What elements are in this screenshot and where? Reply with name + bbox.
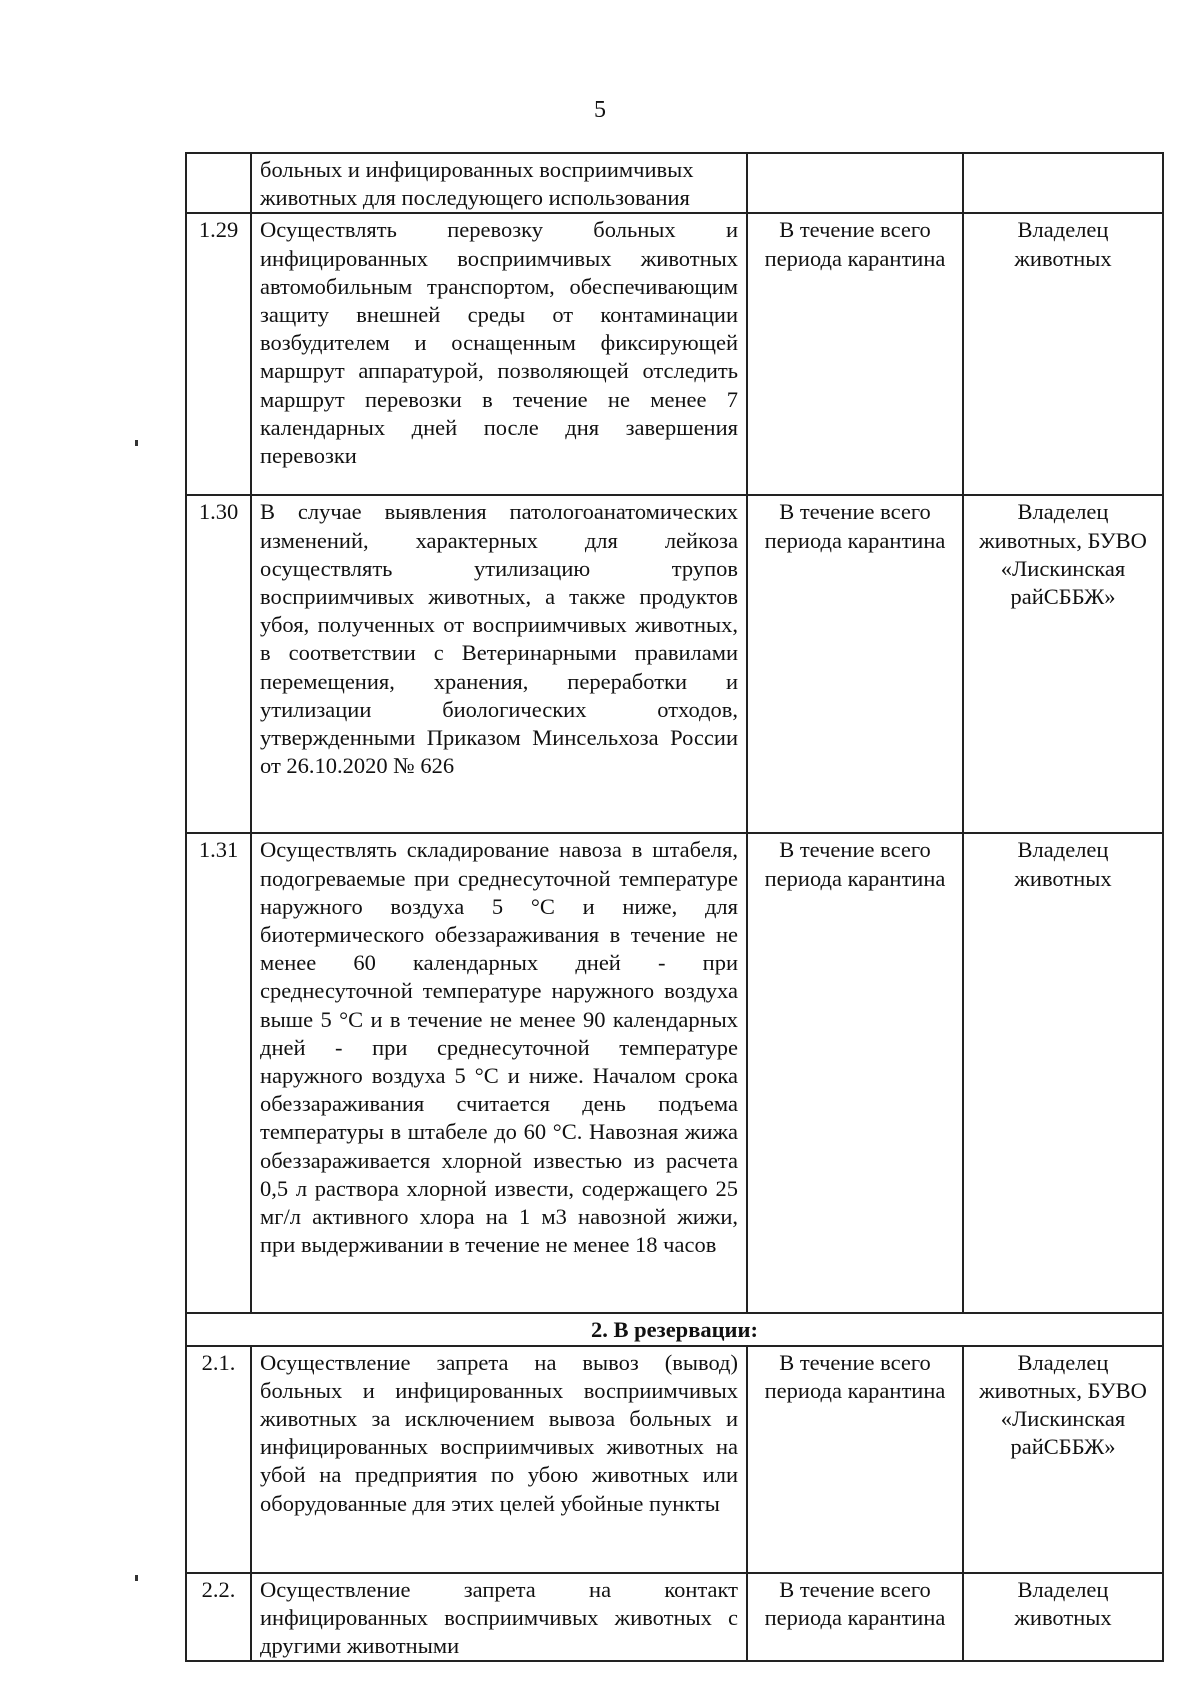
row-number: [186, 153, 251, 213]
row-responsible: Владелец животных: [963, 833, 1163, 1313]
row-number: 2.1.: [186, 1346, 251, 1573]
row-responsible: Владелец животных, БУВО «Лискинская райСББЖ»: [963, 1346, 1163, 1573]
row-responsible: Владелец животных: [963, 1573, 1163, 1662]
row-responsible: [963, 153, 1163, 213]
row-term: В течение всего периода карантина: [747, 1573, 963, 1662]
row-action: Осуществление запрета на контакт инфицированных восприимчивых животных с другими животными: [251, 1573, 747, 1662]
row-number: 1.31: [186, 833, 251, 1313]
table-row: [186, 1346, 1163, 1573]
row-term: В течение всего периода карантина: [747, 213, 963, 495]
quarantine-measures-table: [185, 152, 1164, 1662]
row-action: Осуществление запрета на вывоз (вывод) больных и инфицированных восприимчивых животных за исключением вывоза больных и инфицированных восприимчивых животных на убой на предприятия по убою животных или оборудованные для этих целей убойные пункты: [251, 1346, 747, 1573]
row-term: [747, 153, 963, 213]
row-term: В течение всего периода карантина: [747, 1346, 963, 1573]
section-row: [186, 1313, 1163, 1345]
section-heading: 2. В резервации:: [186, 1313, 1163, 1345]
row-action: Осуществлять перевозку больных и инфицированных восприимчивых животных автомобильным транспортом, обеспечивающим защиту внешней среды от контаминации возбудителем и оснащенным фиксирующей маршрут аппаратурой, позволяющей отследить маршрут перевозки в течение не менее 7 календарных дней после дня завершения перевозки: [251, 213, 747, 495]
table-row: [186, 153, 1163, 213]
row-number: 2.2.: [186, 1573, 251, 1662]
row-responsible: Владелец животных: [963, 213, 1163, 495]
row-action: В случае выявления патологоанатомических изменений, характерных для лейкоза осуществлять утилизацию трупов восприимчивых животных, а также продуктов убоя, полученных от восприимчивых животных, в соответствии с Ветеринарными правилами перемещения, хранения, переработки и утилизации биологических отходов, утвержденными Приказом Минсельхоза России от 26.10.2020 № 626: [251, 495, 747, 833]
table-row: [186, 213, 1163, 495]
table-row: [186, 495, 1163, 833]
row-responsible: Владелец животных, БУВО «Лискинская райСББЖ»: [963, 495, 1163, 833]
row-action: Осуществлять складирование навоза в штабеля, подогреваемые при среднесуточной температуре наружного воздуха 5 °С и ниже, для биотермического обеззараживания в течение не менее 60 календарных дней - при среднесуточной температуре наружного воздуха выше 5 °С и в течение не менее 90 календарных дней - при среднесуточной температуре наружного воздуха 5 °С и ниже. Началом срока обеззараживания считается день подъема температуры в штабеле до 60 °С. Навозная жижа обеззараживается хлорной известью из расчета 0,5 л раствора хлорной извести, содержащего 25 мг/л активного хлора на 1 м3 навозной жижи, при выдерживании в течение не менее 18 часов: [251, 833, 747, 1313]
row-term: В течение всего периода карантина: [747, 833, 963, 1313]
scan-speck: [135, 1575, 138, 1581]
row-action: больных и инфицированных восприимчивых животных для последующего использования: [251, 153, 747, 213]
row-term: В течение всего периода карантина: [747, 495, 963, 833]
row-number: 1.30: [186, 495, 251, 833]
row-number: 1.29: [186, 213, 251, 495]
table-row: [186, 833, 1163, 1313]
page-number: 5: [594, 97, 606, 123]
scan-speck: [135, 440, 138, 446]
table-row: [186, 1573, 1163, 1662]
